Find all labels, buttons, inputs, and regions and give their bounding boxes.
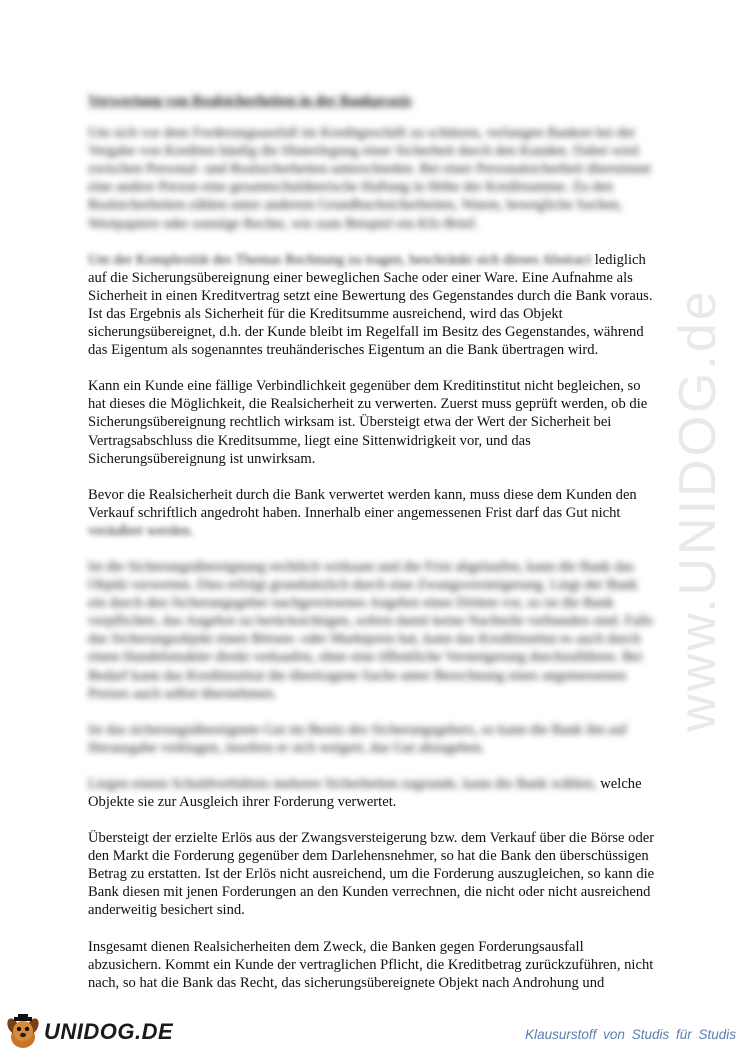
- paragraph-blurred-lead: Um der Komplexität des Themas Rechnung zu tragen, beschränkt sich dieses Abstract: [88, 251, 592, 268]
- paragraph-verwertung: Kann ein Kunde eine fällige Verbindlichkeit gegenüber dem Kreditinstitut nicht begleichen, so hat dieses die Möglichkeit, die Realsicherheit zu verwerten. Zuerst muss geprüft werden, ob die Sicherungsübereignung rechtlich wirksam ist. Übersteigt etwa der Wert der Sicherheit bei Vertragsabschluss die Kreditsumme, liegt eine Sittenwidrigkeit vor, und das Sicherungsübereignung ist unwirksam.: [88, 378, 648, 467]
- paragraph-androhung: [88, 486, 658, 540]
- footer-slogan: Klausurstoff von Studis für Studis: [525, 1027, 736, 1042]
- paragraph-fazit: Insgesamt dienen Realsicherheiten dem Zweck, die Banken gegen Forderungsausfall abzusichern. Kommt ein Kunde der vertraglichen Pflicht, die Kreditbetrag zurückzuführen, nicht nach, so hat die Bank das Recht, das sicherungsübereignete Objekt nach Androhung und: [88, 938, 654, 991]
- paragraph-intro: Um sich vor dem Forderungsausfall im Kreditgeschäft zu schützen, verlangen Banken bei der Vergabe von Krediten häufig die Hinterlegung einer Sicherheit durch den Kunden. Dabei wird zwischen Personal- und Realsicherheiten unterschieden. Bei einer Personalsicherheit übernimmt eine andere Person eine gesamtschuldnerische Haftung in Höhe der Kreditsumme. Zu den Realsicherheiten zählen unter anderem Grundbuchsicherheiten, Waren, bewegliche Sachen, Wertpapiere oder sonstige Rechte, wie zum Beispiel ein Kfz-Brief.: [88, 125, 651, 232]
- document-body: [88, 92, 658, 1010]
- dog-mascot-icon: [4, 1013, 42, 1051]
- paragraph-clear-text: Bevor die Realsicherheit durch die Bank verwertet werden kann, muss diese dem Kunden den Verkauf schriftlich angedroht haben. Innerhalb einer angemessenen Frist darf das Gut nicht: [88, 486, 637, 521]
- paragraph-blurred-tail: veräußert werden.: [88, 522, 194, 539]
- paragraph-erloes: Übersteigt der erzielte Erlös aus der Zwangsversteigerung bzw. dem Verkauf über die Börse oder den Markt die Forderung gegenüber dem Darlehensnehmer, so hat die Bank den überschüssigen Betrag zu erstatten. Ist der Erlös nicht ausreichend, um die Forderung auszugleichen, so kann die Bank diesen mit jenen Forderungen an den Kunden verrechnen, die nicht oder nicht ausreichend anderweitig besichert sind.: [88, 830, 655, 919]
- paragraph-clear-text: welche Objekte sie zur Ausgleich ihrer Forderung verwertet.: [88, 775, 642, 810]
- logo-text: UNIDOG.DE: [44, 1019, 174, 1044]
- watermark: [668, 280, 728, 740]
- footer-logo: [4, 1012, 184, 1052]
- paragraph-blurred-lead: Liegen einem Schuldverhältnis mehrere Sicherheiten zugrunde, kann die Bank wählen,: [88, 775, 597, 792]
- paragraph-zwangsversteigerung: Ist die Sicherungsübereignung rechtlich wirksam und die Frist abgelaufen, kann die Bank das Objekt verwerten. Dies erfolgt grundsätzlich durch eine Zwangsversteigerung. Liegt der Bank ein durch den Sicherungsgeber nachgewiesenes Angebot eines Dritten vor, so ist die Bank verpflichtet, das Angebot zu berücksichtigen, sofern damit keine Nachteile verbunden sind. Falls das Sicherungsobjekt einen Börsen- oder Marktpreis hat, kann das Kreditinstitut es auch durch einen Handelsmakler direkt verkaufen, ohne eine öffentliche Versteigerung durchzuführen. Bei Bedarf kann das Kreditinstitut die übertragene Sache unter Berechnung eines angemessenen Preises auch selbst übernehmen.: [88, 558, 653, 702]
- paragraph-sicherungsuebereignung: [88, 251, 658, 360]
- document-title: Verwertung von Realsicherheiten in der Bankpraxis: [88, 93, 412, 109]
- paragraph-mehrere-sicherheiten: [88, 775, 658, 811]
- watermark-text: www.UNIDOG.de: [669, 288, 727, 732]
- paragraph-clear-text: lediglich auf die Sicherungsübereignung einer beweglichen Sache oder einer Ware. Eine Aufnahme als Sicherheit in einen Kreditvertrag setzt eine Bewertung des Gegenstandes durch die Bank voraus. Ist das Ergebnis als Sicherheit für die Kreditsumme ausreichend, wird das Objekt sicherungsübereignet, d.h. der Kunde bleibt im Regelfall im Besitz des Gegenstandes, während das Eigentum als sogenanntes treuhänderisches Eigentum an die Bank übertragen wird.: [88, 251, 653, 359]
- paragraph-herausgabe: Ist das sicherungsübereignete Gut im Besitz des Sicherungsgebers, so kann die Bank ihn auf Herausgabe verklagen, insofern er sich weigert, das Gut abzugeben.: [88, 721, 628, 756]
